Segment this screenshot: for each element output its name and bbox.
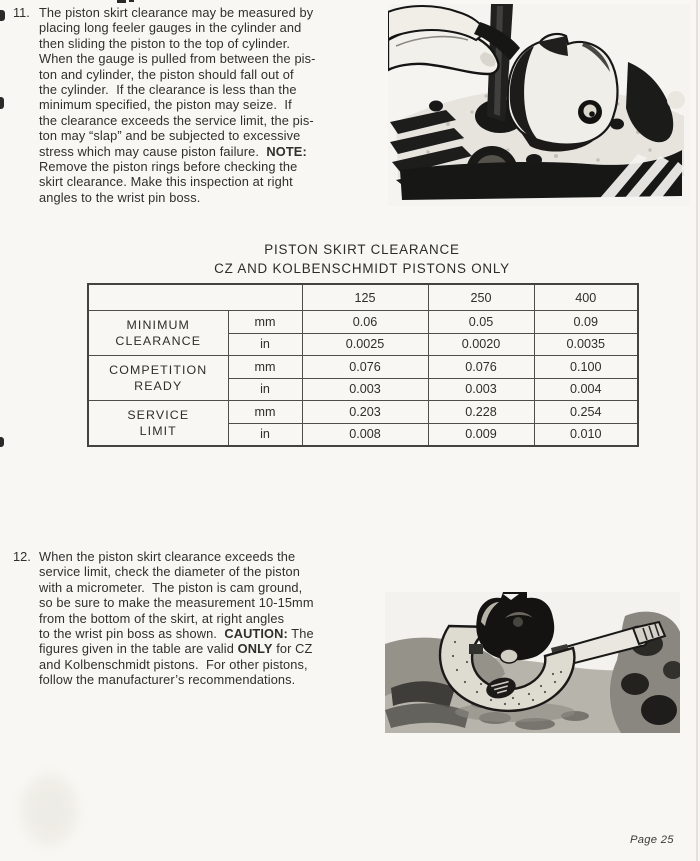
value-cell: 0.203 [302, 401, 428, 424]
table-corner-cell [88, 284, 302, 311]
value-cell: 0.076 [302, 356, 428, 379]
row-label-line: MINIMUM [126, 318, 190, 332]
table-subtitle: CZ AND KOLBENSCHMIDT PISTONS ONLY [214, 261, 510, 276]
value-cell: 0.05 [428, 311, 534, 334]
row-label-line: SERVICE [127, 408, 190, 422]
unit-cell: in [228, 423, 302, 446]
value-cell: 0.09 [534, 311, 638, 334]
list-number-12: 12. [13, 549, 31, 564]
item12-line: and Kolbenschmidt pistons. For other pistons, [39, 656, 308, 672]
clearance-table [87, 283, 639, 447]
value-cell: 0.009 [428, 423, 534, 446]
item11-line: stress which may cause piston failure. NOTE: [39, 143, 307, 159]
caution-label: CAUTION: [224, 626, 288, 642]
item12-line: to the wrist pin boss as shown. CAUTION: The [39, 626, 314, 642]
value-cell: 0.06 [302, 311, 428, 334]
item11-line: The piston skirt clearance may be measured by [39, 5, 314, 20]
item11-line: minimum specified, the piston may seize. If [39, 97, 292, 113]
item11-line: ton may “slap” and be subjected to excessive [39, 128, 301, 144]
col-header-125: 125 [302, 284, 428, 311]
item12-line: with a micrometer. The piston is cam ground, [39, 579, 303, 595]
list-item-11 [13, 5, 316, 205]
note-label: NOTE: [266, 143, 307, 159]
scan-artifact [129, 0, 134, 2]
row-label-service-limit [88, 401, 228, 447]
value-cell: 0.004 [534, 378, 638, 401]
item11-line: then sliding the piston to the top of cylinder. [39, 35, 291, 51]
value-cell: 0.100 [534, 356, 638, 379]
value-cell: 0.076 [428, 356, 534, 379]
row-label-line: CLEARANCE [115, 334, 202, 348]
scan-artifact [0, 97, 4, 109]
unit-cell: in [228, 378, 302, 401]
scan-smudge [22, 775, 77, 845]
value-cell: 0.003 [428, 378, 534, 401]
table-title: PISTON SKIRT CLEARANCE [264, 242, 460, 257]
item12-line: service limit, check the diameter of the piston [39, 564, 300, 580]
item11-paragraph [39, 5, 316, 205]
value-cell: 0.254 [534, 401, 638, 424]
only-emphasis: ONLY [237, 641, 273, 657]
value-cell: 0.0020 [428, 333, 534, 356]
value-cell: 0.0025 [302, 333, 428, 356]
item11-line: ton and cylinder, the piston should fall out of [39, 66, 294, 82]
micrometer-piston-measurement-photo [385, 592, 680, 733]
scan-artifact [117, 0, 126, 3]
list-number-11: 11. [13, 5, 30, 20]
list-item-12 [13, 549, 314, 688]
item12-paragraph [39, 549, 314, 688]
row-label-minimum-clearance [88, 311, 228, 356]
col-header-250: 250 [428, 284, 534, 311]
item12-line: figures given in the table are valid ONLY for CZ [39, 641, 313, 657]
clearance-table-block [87, 240, 637, 447]
col-header-400: 400 [534, 284, 638, 311]
item12-line: from the bottom of the skirt, at right angles [39, 610, 285, 626]
row-label-competition-ready [88, 356, 228, 401]
item12-line: When the piston skirt clearance exceeds the [39, 549, 296, 564]
piston-cylinder-feeler-gauge-photo [388, 4, 690, 206]
item12-line: so be sure to make the measurement 10-15mm [39, 595, 314, 611]
item11-line: the cylinder. If the clearance is less than the [39, 82, 297, 98]
item11-line: angles to the wrist pin boss. [39, 189, 201, 205]
paper-edge-line [696, 0, 698, 861]
row-label-line: COMPETITION [109, 363, 208, 377]
item12-line: follow the manufacturer’s recommendations. [39, 672, 296, 688]
value-cell: 0.228 [428, 401, 534, 424]
item11-line: When the gauge is pulled from between the pis- [39, 51, 316, 67]
item11-line: placing long feeler gauges in the cylinder and [39, 20, 302, 36]
scan-artifact [0, 437, 4, 447]
item11-line: Remove the piston rings before checking the [39, 159, 298, 175]
row-label-line: READY [134, 379, 183, 393]
unit-cell: mm [228, 356, 302, 379]
value-cell: 0.010 [534, 423, 638, 446]
value-cell: 0.008 [302, 423, 428, 446]
item11-line: the clearance exceeds the service limit, the pis- [39, 112, 314, 128]
item11-line: skirt clearance. Make this inspection at right [39, 174, 293, 190]
unit-cell: in [228, 333, 302, 356]
page-number: Page 25 [630, 834, 674, 846]
value-cell: 0.0035 [534, 333, 638, 356]
unit-cell: mm [228, 401, 302, 424]
unit-cell: mm [228, 311, 302, 334]
value-cell: 0.003 [302, 378, 428, 401]
scan-artifact [0, 10, 5, 21]
row-label-line: LIMIT [139, 424, 177, 438]
